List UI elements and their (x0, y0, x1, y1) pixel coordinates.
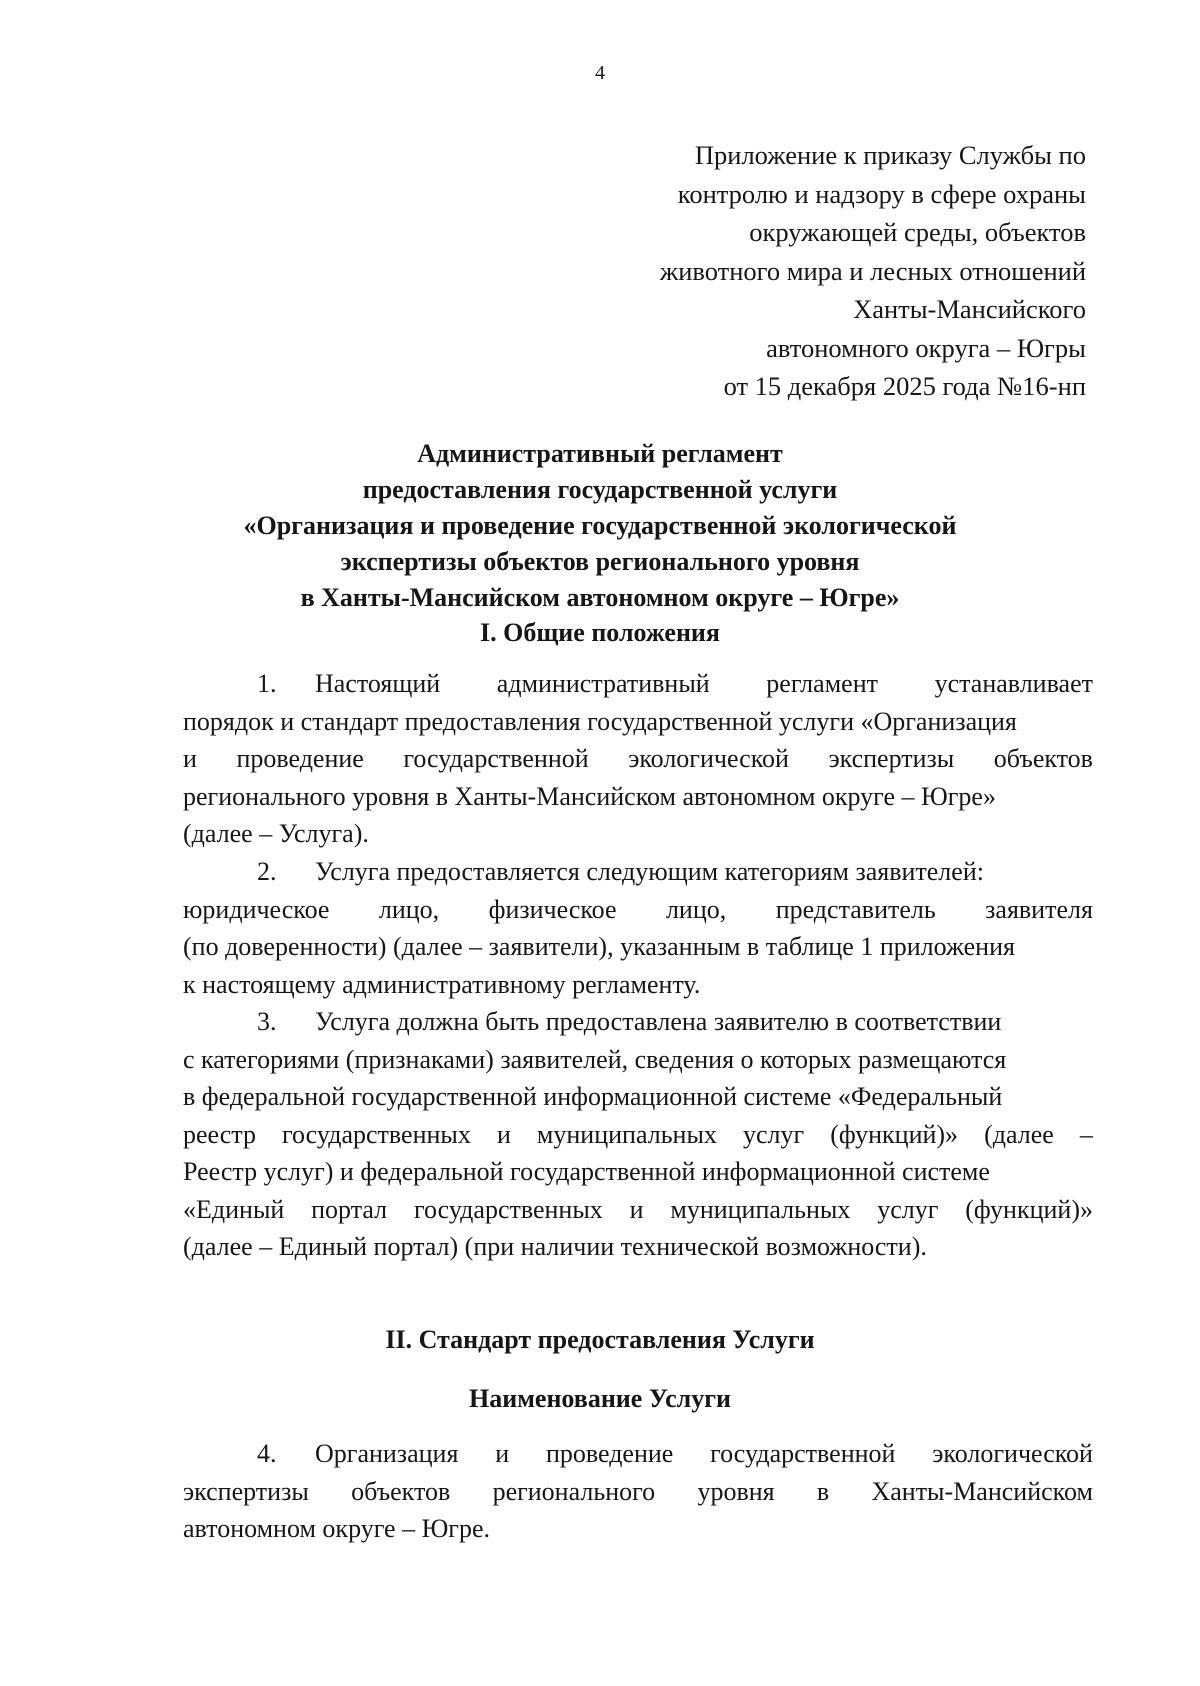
title-line: Административный регламент (417, 439, 783, 468)
word: лицо, (378, 894, 440, 924)
word: государственной (403, 744, 589, 773)
word: проведение (545, 1439, 674, 1468)
paragraph-4 (183, 1435, 1093, 1548)
word: в федеральной государственной информационной системе «Федеральный (183, 1082, 1003, 1111)
word: административный (496, 669, 710, 698)
word: объектов (351, 1476, 451, 1506)
word: муниципальных (536, 1119, 717, 1149)
paragraph-line (183, 1228, 1093, 1266)
title-line: в Ханты-Мансийском автономном округе – Югре» (300, 583, 900, 612)
word: регламент (766, 669, 878, 698)
word: регионального (492, 1476, 656, 1506)
word: уровня (697, 1476, 775, 1506)
word: Услуга предоставляется следующим категориям заявителей: (315, 857, 984, 886)
word: и (183, 744, 197, 773)
word: представитель (775, 894, 936, 924)
paragraph-line (183, 1191, 1093, 1229)
word: к настоящему административному регламенту. (183, 969, 701, 999)
appendix-line: животного мира и лесных отношений (659, 255, 1086, 286)
appendix-line: окружающей среды, объектов (749, 217, 1086, 247)
word: проведение (236, 744, 364, 773)
word: (по доверенности) (далее – заявители), указанным в таблице 1 приложения (183, 932, 1015, 961)
word: государственных (282, 1119, 471, 1149)
title-line: экспертизы объектов регионального уровня (340, 547, 860, 576)
word: экспертизы (828, 744, 955, 773)
paragraph-line (183, 1510, 1093, 1548)
paragraph-line (183, 853, 1093, 891)
word: экологической (932, 1439, 1093, 1468)
word: реестр (183, 1119, 256, 1149)
paragraph-line (183, 778, 1093, 816)
paragraph-line (183, 1116, 1093, 1154)
word: юридическое (183, 894, 330, 924)
word: автономном округе – Югре. (183, 1514, 491, 1543)
word: (функций)» (830, 1119, 959, 1149)
paragraph-3 (183, 1003, 1093, 1266)
title-line: «Организация и проведение государственной экологической (243, 511, 957, 540)
paragraph-line (183, 1003, 1093, 1041)
paragraph-line (183, 1041, 1093, 1079)
word: портал (311, 1194, 388, 1224)
paragraph-line (183, 966, 1093, 1004)
title-line: предоставления государственной услуги (362, 475, 838, 504)
appendix-line: от 15 декабря 2025 года №16-нп (723, 371, 1086, 401)
paragraph-line (183, 665, 1093, 703)
word: объектов (993, 744, 1093, 773)
word: (далее – Единый портал) (при наличии технической возможности). (183, 1232, 927, 1261)
paragraph-2 (183, 853, 1093, 1003)
word: экологической (628, 744, 789, 773)
word: государственной (710, 1439, 896, 1468)
appendix-line: автономного округа – Югры (766, 332, 1086, 363)
paragraph-line (183, 1435, 1093, 1473)
section-1-heading: I. Общие положения (480, 618, 720, 647)
paragraph-line (183, 703, 1093, 741)
word: (далее – Услуга). (183, 819, 369, 848)
word: регионального уровня в Ханты-Мансийском автономном округе – Югре» (183, 781, 996, 811)
word: (функций)» (965, 1194, 1093, 1224)
paragraph-line (183, 1153, 1093, 1191)
paragraph-line (183, 815, 1093, 853)
word: и (629, 1194, 644, 1224)
word: Ханты-Мансийском (871, 1476, 1093, 1506)
paragraph-1 (183, 665, 1093, 853)
paragraph-number: 3. (257, 1007, 277, 1036)
word: лицо, (665, 894, 727, 924)
word: – (1079, 1119, 1093, 1149)
subsection-heading: Наименование Услуги (468, 1384, 732, 1413)
word: и (496, 1119, 511, 1149)
section-2-heading: II. Стандарт предоставления Услуги (385, 1325, 815, 1354)
paragraph-line (183, 928, 1093, 966)
page-number: 4 (595, 62, 605, 84)
paragraph-number: 1. (257, 669, 277, 698)
word: экспертизы (183, 1476, 309, 1506)
word: Настоящий (315, 669, 441, 698)
word: устанавливает (934, 669, 1093, 698)
word: государственных (413, 1194, 603, 1224)
paragraph-number: 2. (257, 857, 277, 886)
paragraph-number: 4. (257, 1439, 277, 1468)
word: услуг (877, 1194, 939, 1224)
word: и (495, 1439, 510, 1468)
paragraph-line (183, 740, 1093, 778)
word: Реестр услуг) и федеральной государственной информационной системе (183, 1157, 990, 1186)
word: физическое (488, 894, 617, 924)
word: Услуга должна быть предоставлена заявителю в соответствии (315, 1007, 1002, 1036)
appendix-line: Ханты-Мансийского (853, 294, 1086, 324)
word: муниципальных (670, 1194, 851, 1224)
word: Организация (315, 1439, 459, 1468)
word: заявителя (985, 894, 1093, 924)
word: (далее (984, 1119, 1054, 1149)
word: порядок и стандарт предоставления государственной услуги «Организация (183, 706, 1017, 736)
paragraph-line (183, 1078, 1093, 1116)
paragraph-line (183, 1473, 1093, 1511)
word: «Единый (183, 1194, 285, 1224)
appendix-header (660, 136, 1086, 406)
appendix-line: контролю и надзору в сфере охраны (677, 178, 1086, 209)
appendix-line: Приложение к приказу Службы по (694, 140, 1086, 170)
document-title (0, 436, 1200, 616)
word: в (816, 1476, 830, 1506)
paragraph-line (183, 891, 1093, 929)
word: услуг (743, 1119, 805, 1149)
word: с категориями (признаками) заявителей, сведения о которых размещаются (183, 1044, 1007, 1074)
